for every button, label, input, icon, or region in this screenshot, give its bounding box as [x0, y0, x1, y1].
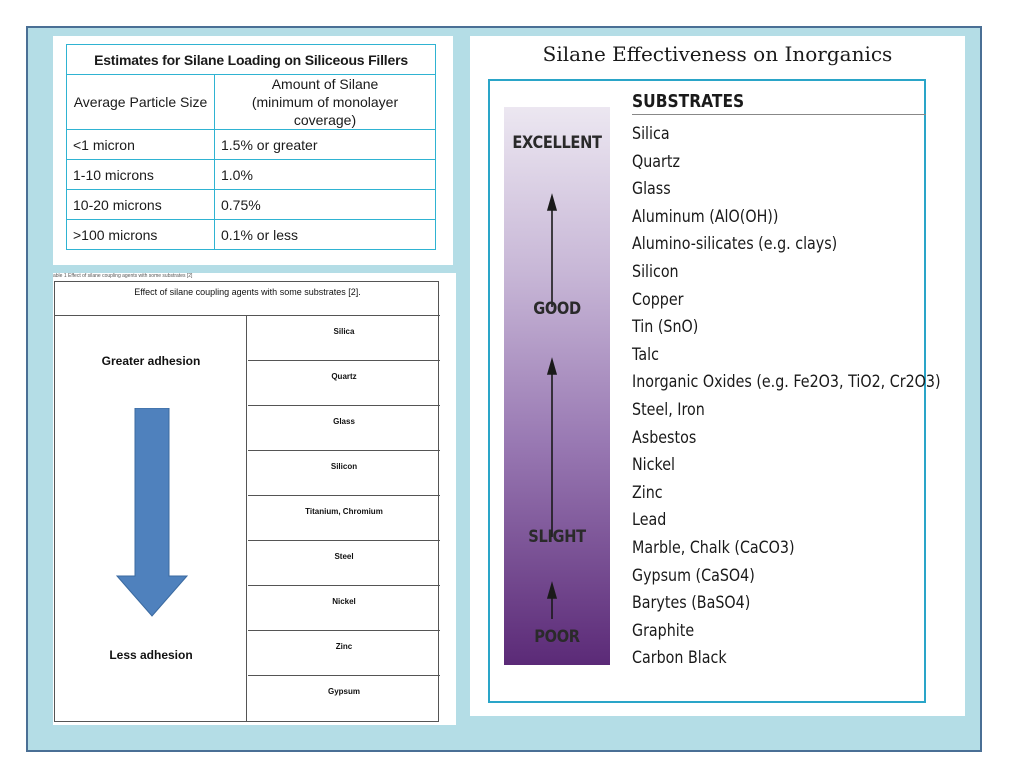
silane-amount-header-line2: (minimum of monolayer coverage)	[251, 94, 399, 128]
adhesion-table-title: Effect of silane coupling agents with some substrates [2].	[55, 282, 440, 316]
list-item: Silicon	[632, 261, 679, 282]
silane-loading-table	[66, 44, 436, 250]
list-item: Barytes (BaSO4)	[632, 593, 751, 614]
list-item: Steel	[248, 541, 440, 586]
list-item: Quartz	[632, 151, 681, 172]
silane-amount-cell: 1.5% or greater	[215, 130, 436, 160]
list-item: Zinc	[248, 631, 440, 676]
list-item: Silica	[632, 124, 670, 144]
particle-size-cell: >100 microns	[67, 220, 215, 250]
level-slight: SLIGHT	[528, 527, 586, 547]
silane-loading-panel	[53, 36, 453, 265]
list-item: Lead	[632, 510, 667, 531]
substrates-heading	[632, 91, 926, 115]
greater-adhesion-label: Greater adhesion	[101, 354, 201, 368]
list-item: Aluminum (AlO(OH))	[632, 206, 779, 227]
substrates-heading-text: SUBSTRATES	[632, 91, 745, 112]
list-item: Steel, Iron	[632, 399, 705, 420]
silane-amount-cell: 1.0%	[215, 160, 436, 190]
list-item: Inorganic Oxides (e.g. Fe2O3, TiO2, Cr2O3)	[632, 372, 941, 393]
table-row	[67, 160, 436, 190]
list-item: Asbestos	[632, 427, 697, 448]
column-header-particle-size: Average Particle Size	[67, 75, 215, 130]
down-arrow-icon	[115, 408, 189, 618]
less-adhesion-label: Less adhesion	[109, 648, 193, 662]
list-item: Silicon	[248, 451, 440, 496]
list-item: Nickel	[632, 455, 676, 476]
effectiveness-title: Silane Effectiveness on Inorganics	[542, 42, 893, 66]
loading-table-title: Estimates for Silane Loading on Siliceous Fillers	[67, 45, 436, 75]
list-item: Glass	[248, 406, 440, 451]
table-row	[67, 130, 436, 160]
adhesion-substrate-column	[248, 316, 440, 722]
list-item: Gypsum	[327, 687, 360, 696]
list-item: Graphite	[632, 620, 695, 641]
up-arrows-icon	[504, 107, 610, 665]
adhesion-table	[54, 281, 439, 722]
adhesion-panel	[53, 273, 456, 725]
effectiveness-panel	[470, 36, 965, 716]
list-item: Marble, Chalk (CaCO3)	[632, 537, 795, 558]
list-item: Alumino-silicates (e.g. clays)	[632, 234, 838, 255]
particle-size-cell: 1-10 microns	[67, 160, 215, 190]
level-poor: POOR	[534, 627, 580, 647]
list-item: Tin (SnO)	[632, 317, 699, 338]
silane-amount-cell: 0.1% or less	[215, 220, 436, 250]
silane-amount-header-line1: Amount of Silane	[271, 76, 379, 92]
level-excellent: EXCELLENT	[512, 133, 602, 153]
list-item: Titanium, Chromium	[248, 496, 440, 541]
column-header-silane-amount	[215, 75, 436, 130]
list-item: Glass	[632, 179, 671, 200]
list-item: Nickel	[248, 586, 440, 631]
silane-amount-cell: 0.75%	[215, 190, 436, 220]
list-item: Silica	[248, 316, 440, 361]
substrate-list	[632, 121, 941, 673]
particle-size-cell: 10-20 microns	[67, 190, 215, 220]
level-good: GOOD	[533, 299, 581, 319]
effectiveness-box	[488, 79, 941, 703]
list-item: Carbon Black	[632, 648, 727, 669]
table-row	[67, 190, 436, 220]
particle-size-cell: <1 micron	[67, 130, 215, 160]
list-item: Quartz	[248, 361, 440, 406]
list-item: Gypsum (CaSO4)	[632, 565, 755, 586]
list-item: Copper	[632, 289, 684, 310]
table-row	[67, 220, 436, 250]
adhesion-scale-column	[55, 316, 247, 722]
adhesion-tiny-caption: able 1 Effect of silane coupling agents with some substrates [2]	[53, 273, 193, 279]
list-item: Zinc	[632, 482, 663, 503]
list-item: Talc	[632, 344, 659, 365]
